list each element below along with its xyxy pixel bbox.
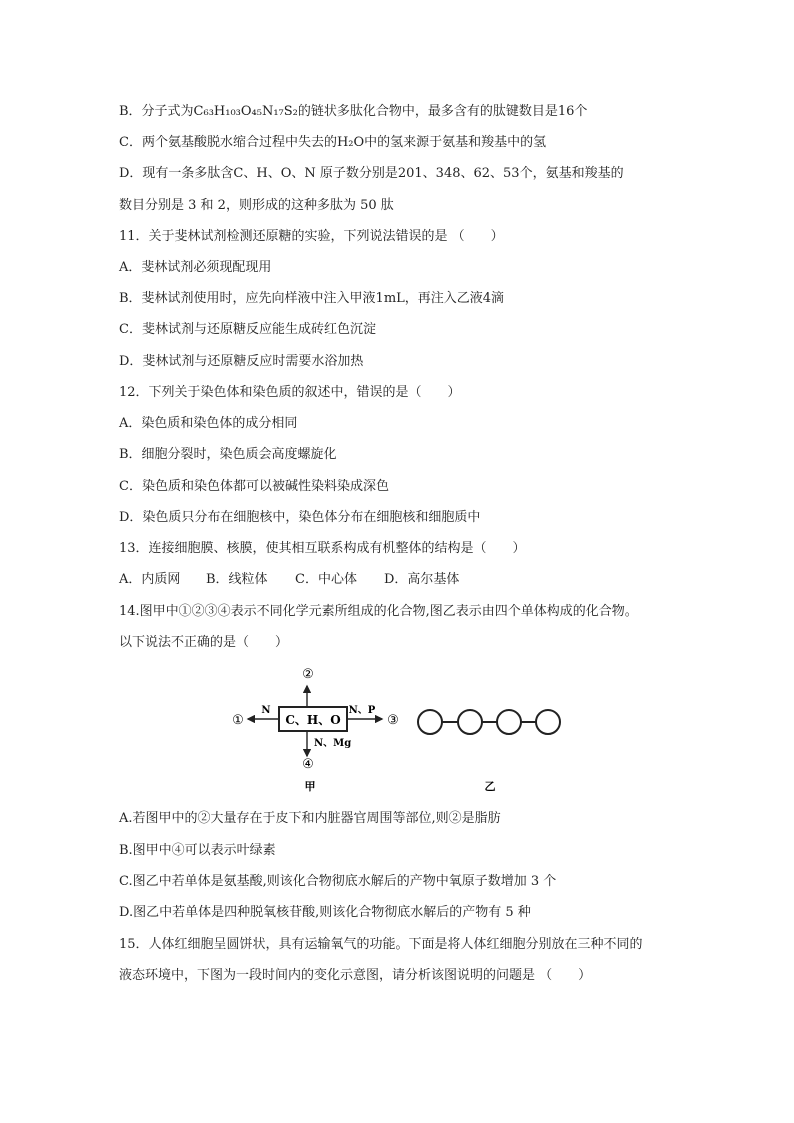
q12-option-a: A．染色质和染色体的成分相同 — [119, 416, 298, 431]
compound-2: ② — [302, 667, 314, 682]
q13-option-a: A．内质网 — [119, 572, 181, 587]
monomer-4 — [536, 710, 560, 734]
q15-stem: 15．人体红细胞呈圆饼状，具有运输氧气的功能。下面是将人体红细胞分别放在三种不同的 — [119, 937, 643, 952]
q13-option-d: D．高尔基体 — [384, 572, 460, 587]
caption-jia: 甲 — [304, 780, 316, 793]
q11-option-a: A．斐林试剂必须现配现用 — [119, 260, 272, 275]
monomer-3 — [497, 710, 521, 734]
monomer-1 — [418, 710, 442, 734]
q14-stem: 14.图甲中①②③④表示不同化学元素所组成的化合物,图乙表示由四个单体构成的化合物。 — [119, 604, 638, 619]
q14-option-c: C.图乙中若单体是氨基酸,则该化合物彻底水解后的产物中氧原子数增加 3 个 — [119, 874, 557, 889]
q11-option-b: B．斐林试剂使用时，应先向样液中注入甲液1mL，再注入乙液4滴 — [119, 291, 505, 306]
q13-option-c: C．中心体 — [295, 572, 357, 587]
q15-stem-cont: 液态环境中，下图为一段时间内的变化示意图，请分析该图说明的问题是 （ ） — [119, 968, 592, 983]
compound-1: ① — [232, 713, 244, 728]
q11-option-d: D．斐林试剂与还原糖反应时需要水浴加热 — [119, 354, 364, 369]
q13-stem: 13．连接细胞膜、核膜，使其相互联系构成有机整体的结构是（ ） — [119, 541, 526, 556]
q14-option-d: D.图乙中若单体是四种脱氧核苷酸,则该化合物彻底水解后的产物有 5 种 — [119, 905, 531, 920]
label-nmg: N、Mg — [314, 738, 352, 749]
q14-stem-cont: 以下说法不正确的是（ ） — [119, 635, 289, 650]
q14-figure — [220, 662, 580, 797]
q13-options — [119, 572, 459, 588]
q10-option-d: D．现有一条多肽含C、H、O、N 原子数分别是201、348、62、53个，氨基和羧基的 — [119, 166, 624, 181]
label-n: N — [261, 705, 271, 716]
label-np: N、P — [348, 705, 376, 716]
q12-option-c: C．染色质和染色体都可以被碱性染料染成深色 — [119, 479, 389, 494]
compound-3: ③ — [387, 713, 399, 728]
q14-option-a: A.若图甲中的②大量存在于皮下和内脏器官周围等部位,则②是脂肪 — [119, 811, 501, 826]
element-box-label: C、H、O — [285, 713, 341, 727]
q11-stem: 11．关于斐林试剂检测还原糖的实验，下列说法错误的是 （ ） — [119, 229, 504, 244]
compound-4: ④ — [302, 757, 314, 772]
monomer-2 — [458, 710, 482, 734]
q14-option-b: B.图甲中④可以表示叶绿素 — [119, 843, 276, 858]
q10-option-d-cont: 数目分别是 3 和 2，则形成的这种多肽为 50 肽 — [119, 198, 394, 213]
q12-option-b: B．细胞分裂时，染色质会高度螺旋化 — [119, 447, 337, 462]
q10-option-c: C．两个氨基酸脱水缩合过程中失去的H₂O中的氢来源于氨基和羧基中的氢 — [119, 135, 547, 150]
q12-option-d: D．染色质只分布在细胞核中，染色体分布在细胞核和细胞质中 — [119, 510, 481, 525]
caption-yi: 乙 — [484, 780, 496, 793]
q10-option-b: B．分子式为C₆₃H₁₀₃O₄₅N₁₇S₂的链状多肽化合物中，最多含有的肽键数目是16个 — [119, 104, 588, 119]
q12-stem: 12．下列关于染色体和染色质的叙述中，错误的是（ ） — [119, 385, 461, 400]
q13-option-b: B．线粒体 — [206, 572, 268, 587]
q11-option-c: C．斐林试剂与还原糖反应能生成砖红色沉淀 — [119, 322, 376, 337]
